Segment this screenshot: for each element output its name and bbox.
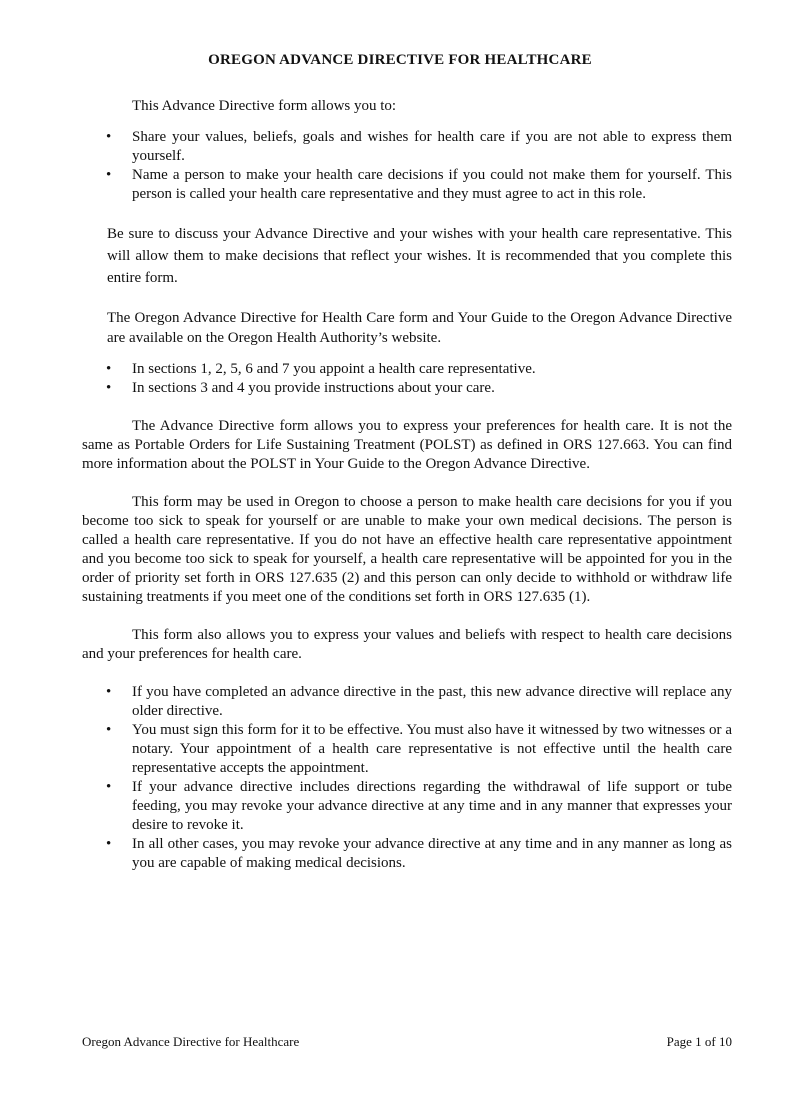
intro-text: This Advance Directive form allows you to:: [132, 98, 397, 114]
values-paragraph: This form also allows you to express your values and beliefs with respect to health care decisions and your preferences for health care.: [82, 627, 732, 662]
list-item: [82, 778, 732, 835]
bullet-text: If your advance directive includes directions regarding the withdrawal of life support or tube feeding, you may revoke your advance directive at any time and in any manner that expresses your desire to revoke it.: [132, 779, 732, 833]
list-item: [82, 128, 732, 166]
list-item: [82, 721, 732, 778]
bullet-text: In sections 3 and 4 you provide instructions about your care.: [132, 380, 495, 396]
bullet-text: Share your values, beliefs, goals and wishes for health care if you are not able to express them yourself.: [132, 129, 732, 164]
discuss-paragraph: Be sure to discuss your Advance Directive and your wishes with your health care representative. This will allow them to make decisions that reflect your wishes. It is recommended that you complete this entire form.: [107, 226, 732, 286]
document-body: [82, 97, 732, 873]
website-paragraph: The Oregon Advance Directive for Health Care form and Your Guide to the Oregon Advance Directive are available on the Oregon Health Authority’s website.: [107, 310, 732, 346]
final-bullet-list: [82, 683, 732, 873]
bullet-icon: •: [106, 684, 112, 700]
page-footer: [82, 1034, 732, 1050]
section-bullet-list: [82, 360, 732, 398]
list-item: [82, 835, 732, 873]
bullet-icon: •: [106, 380, 112, 396]
bullet-text: In sections 1, 2, 5, 6 and 7 you appoint a health care representative.: [132, 361, 536, 377]
footer-page-number: Page 1 of 10: [666, 1034, 732, 1049]
bullet-text: Name a person to make your health care decisions if you could not make them for yourself. This person is called your health care representative and they must agree to act in this role.: [132, 167, 732, 202]
representative-paragraph: This form may be used in Oregon to choose a person to make health care decisions for you if you become too sick to speak for yourself or are unable to make your own medical decisions. The person is called a health care representative. If you do not have an effective health care representative appointment and you become too sick to speak for yourself, a health care representative will be appointed for you in the order of priority set forth in ORS 127.635 (2) and this person can only decide to withhold or withdraw life sustaining treatments if you meet one of the conditions set forth in ORS 127.635 (1).: [82, 494, 732, 605]
polst-paragraph: The Advance Directive form allows you to express your preferences for health care. It is not the same as Portable Orders for Life Sustaining Treatment (POLST) as defined in ORS 127.663. You can find more information about the POLST in Your Guide to the Oregon Advance Directive.: [82, 418, 732, 472]
bullet-text: If you have completed an advance directive in the past, this new advance directive will replace any older directive.: [132, 684, 732, 719]
bullet-icon: •: [106, 836, 112, 852]
list-item: [82, 360, 732, 379]
list-item: [82, 379, 732, 398]
bullet-icon: •: [106, 167, 112, 183]
bullet-icon: •: [106, 722, 112, 738]
bullet-text: You must sign this form for it to be effective. You must also have it witnessed by two witnesses or a notary. Your appointment of a health care representative is not effective until the health care representative accepts the appointment.: [132, 722, 732, 776]
list-item: [82, 166, 732, 204]
bullet-text: In all other cases, you may revoke your advance directive at any time and in any manner as long as you are capable of making medical decisions.: [132, 836, 732, 871]
intro-bullet-list: [82, 128, 732, 204]
footer-document-name: Oregon Advance Directive for Healthcare: [82, 1034, 300, 1049]
document-title: OREGON ADVANCE DIRECTIVE FOR HEALTHCARE: [208, 52, 592, 68]
bullet-icon: •: [106, 129, 112, 145]
bullet-icon: •: [106, 779, 112, 795]
bullet-icon: •: [106, 361, 112, 377]
list-item: [82, 683, 732, 721]
